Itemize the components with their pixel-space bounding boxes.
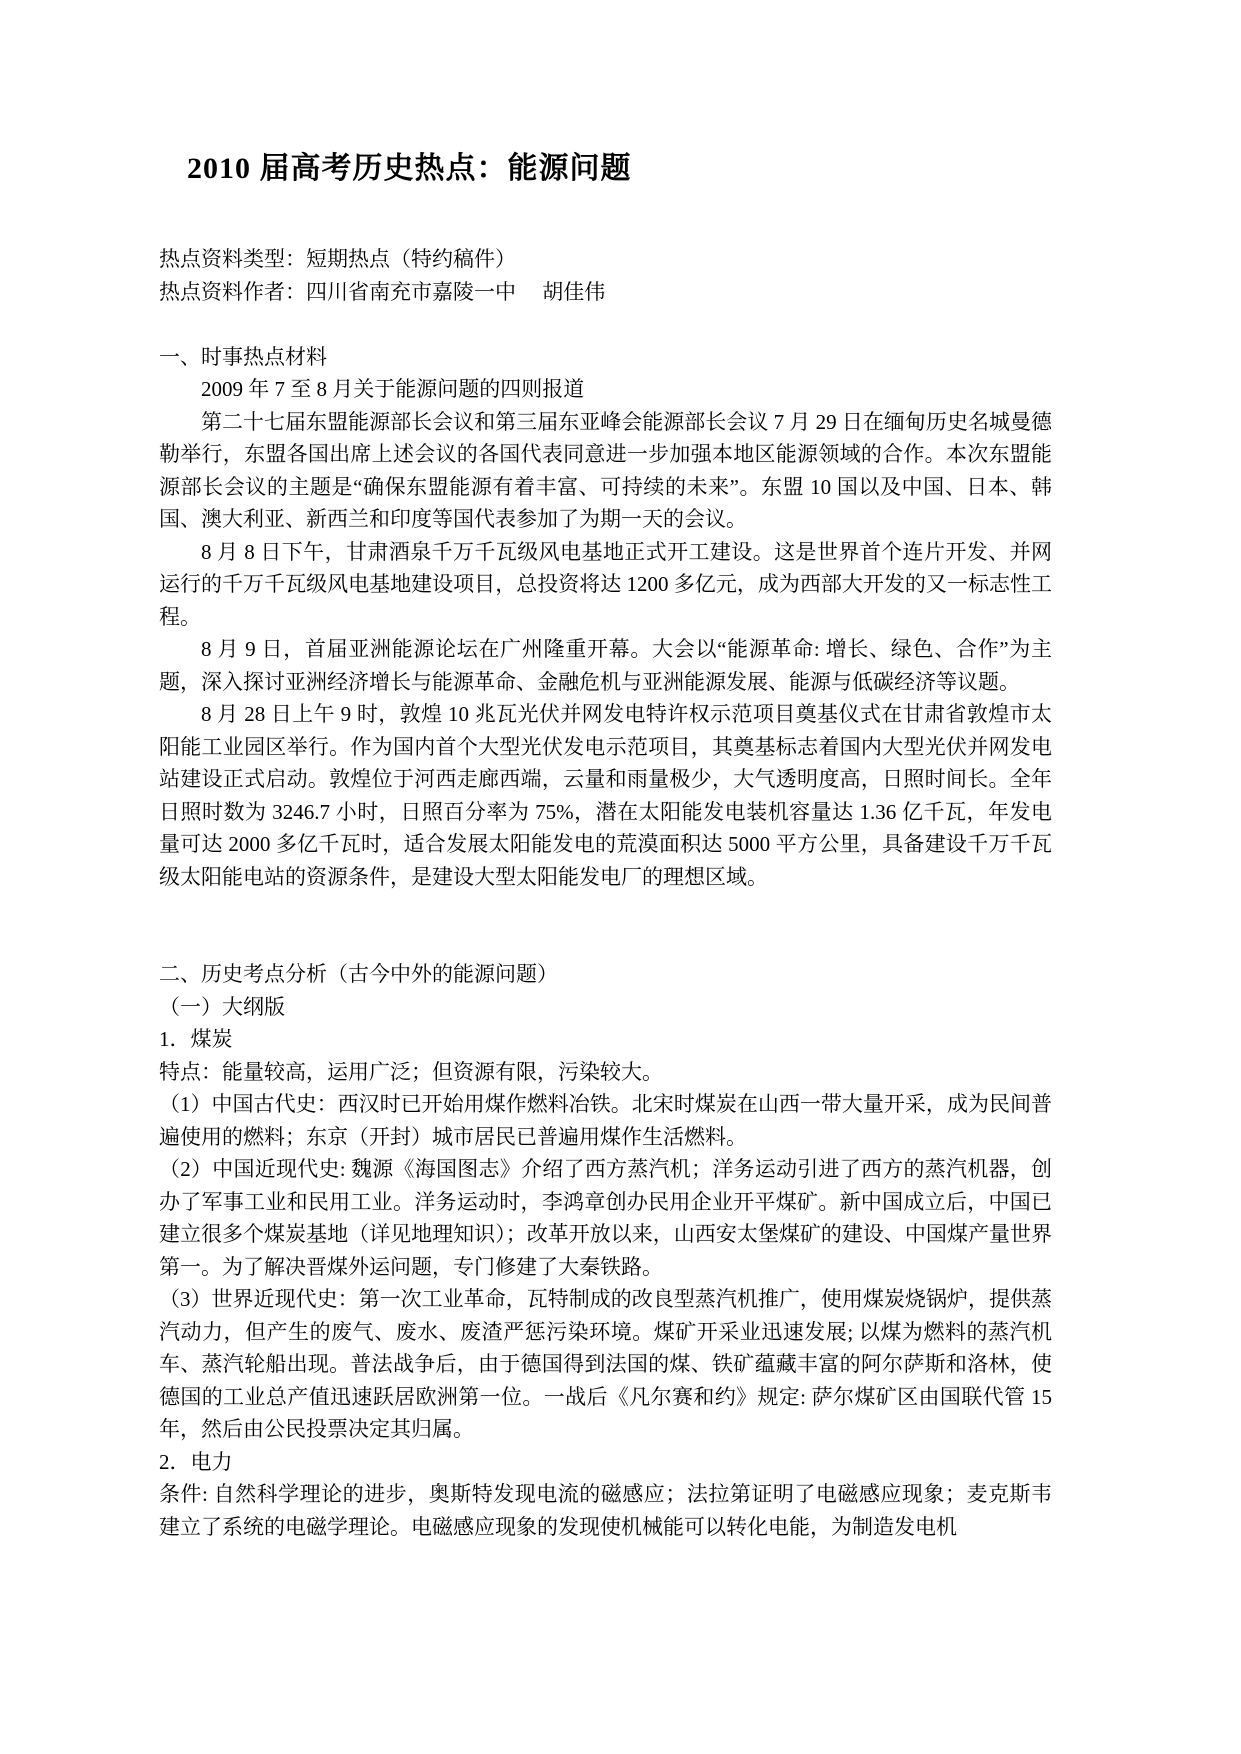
- analysis-subsection-heading: （一）大纲版: [159, 994, 285, 1019]
- section-analysis-heading: 二、历史考点分析（古今中外的能源问题）: [159, 962, 558, 986]
- meta-author-line: 热点资料作者：四川省南充市嘉陵一中 胡佳伟: [159, 279, 606, 304]
- news-paragraph-dunhuang-solar: 8 月 28 日上午 9 时，敦煌 10 兆瓦光伏并网发电特许权示范项目奠基仪式在甘肃省敦煌市太阳能工业园区举行。作为国内首个大型光伏发电示范项目，其奠基标志着国内大型光伏并网发电站建设正式启动。敦煌位于河西走廊西端，云量和雨量极少，大气透明度高，日照时间长。全年日照时数为 3246.7 小时，日照百分率为 75%，潜在太阳能发电装机容量达 1.36 亿千瓦，年发电量可达 2000 多亿千瓦时，适合发展太阳能发电的荒漠面积达 5000 平方公里，具备建设千万千瓦级太阳能电站的资源条件，是建设大型太阳能发电厂的理想区域。: [159, 702, 1052, 889]
- coal-paragraph-world-history: （3）世界近现代史：第一次工业革命，瓦特制成的改良型蒸汽机推广，使用煤炭烧锅炉，提供蒸汽动力，但产生的废气、废水、废渣严惩污染环境。煤矿开采业迅速发展; 以煤为燃料的蒸汽机车、蒸汽轮船出现。普法战争后，由于德国得到法国的煤、铁矿蕴藏丰富的阿尔萨斯和洛林，使德国的工业总产值迅速跃居欧洲第一位。一战后《凡尔赛和约》规定: 萨尔煤矿区由国联代管 15 年，然后由公民投票决定其归属。: [159, 1287, 1052, 1441]
- document-body: [159, 243, 1052, 1543]
- news-paragraph-intro: 2009 年 7 至 8 月关于能源问题的四则报道: [201, 377, 585, 401]
- blank-line: [159, 893, 1052, 958]
- power-paragraph-conditions: 条件: 自然科学理论的进步，奥斯特发现电流的磁感应；法拉第证明了电磁感应现象；麦克斯韦建立了系统的电磁学理论。电磁感应现象的发现使机械能可以转化电能，为制造发电机: [159, 1482, 1052, 1539]
- section-news-heading: 一、时事热点材料: [159, 344, 327, 369]
- topic-coal-heading: 1．煤炭: [159, 1027, 233, 1051]
- news-paragraph-asean-meeting: 第二十七届东盟能源部长会议和第三届东亚峰会能源部长会议 7 月 29 日在缅甸历史名城曼德勒举行，东盟各国出席上述会议的各国代表同意进一步加强本地区能源领域的合作。本次东盟能源部长会议的主题是“确保东盟能源有着丰富、可持续的未来”。东盟 10 国以及中国、日本、韩国、澳大利亚、新西兰和印度等国代表参加了为期一天的会议。: [159, 409, 1052, 531]
- blank-line: [159, 308, 1052, 341]
- news-paragraph-asia-energy-forum: 8 月 9 日，首届亚洲能源论坛在广州隆重开幕。大会以“能源革命: 增长、绿色、合作”为主题，深入探讨亚洲经济增长与能源革命、金融危机与亚洲能源发展、能源与低碳经济等议题。: [159, 637, 1052, 694]
- coal-paragraph-ancient-china: （1）中国古代史：西汉时已开始用煤作燃料冶铁。北宋时煤炭在山西一带大量开采，成为民间普遍使用的燃料；东京（开封）城市居民已普遍用煤作生活燃料。: [159, 1092, 1052, 1149]
- meta-type-line: 热点资料类型：短期热点（特约稿件）: [159, 247, 516, 271]
- topic-power-heading: 2．电力: [159, 1449, 233, 1474]
- coal-paragraph-modern-china: （2）中国近现代史: 魏源《海国图志》介绍了西方蒸汽机；洋务运动引进了西方的蒸汽机器，创办了军事工业和民用工业。洋务运动时，李鸿章创办民用企业开平煤矿。新中国成立后，中国已建立很多个煤炭基地（详见地理知识）；改革开放以来，山西安太堡煤矿的建设、中国煤产量世界第一。为了解决晋煤外运问题，专门修建了大秦铁路。: [159, 1157, 1052, 1279]
- document-title: 2010 届高考历史热点：能源问题: [187, 152, 632, 185]
- coal-paragraph-features: 特点：能量较高，运用广泛；但资源有限，污染较大。: [159, 1059, 663, 1084]
- news-paragraph-wind-base: 8 月 8 日下午，甘肃酒泉千万千瓦级风电基地正式开工建设。这是世界首个连片开发、并网运行的千万千瓦级风电基地建设项目，总投资将达 1200 多亿元，成为西部大开发的又一标志性工程。: [159, 539, 1052, 629]
